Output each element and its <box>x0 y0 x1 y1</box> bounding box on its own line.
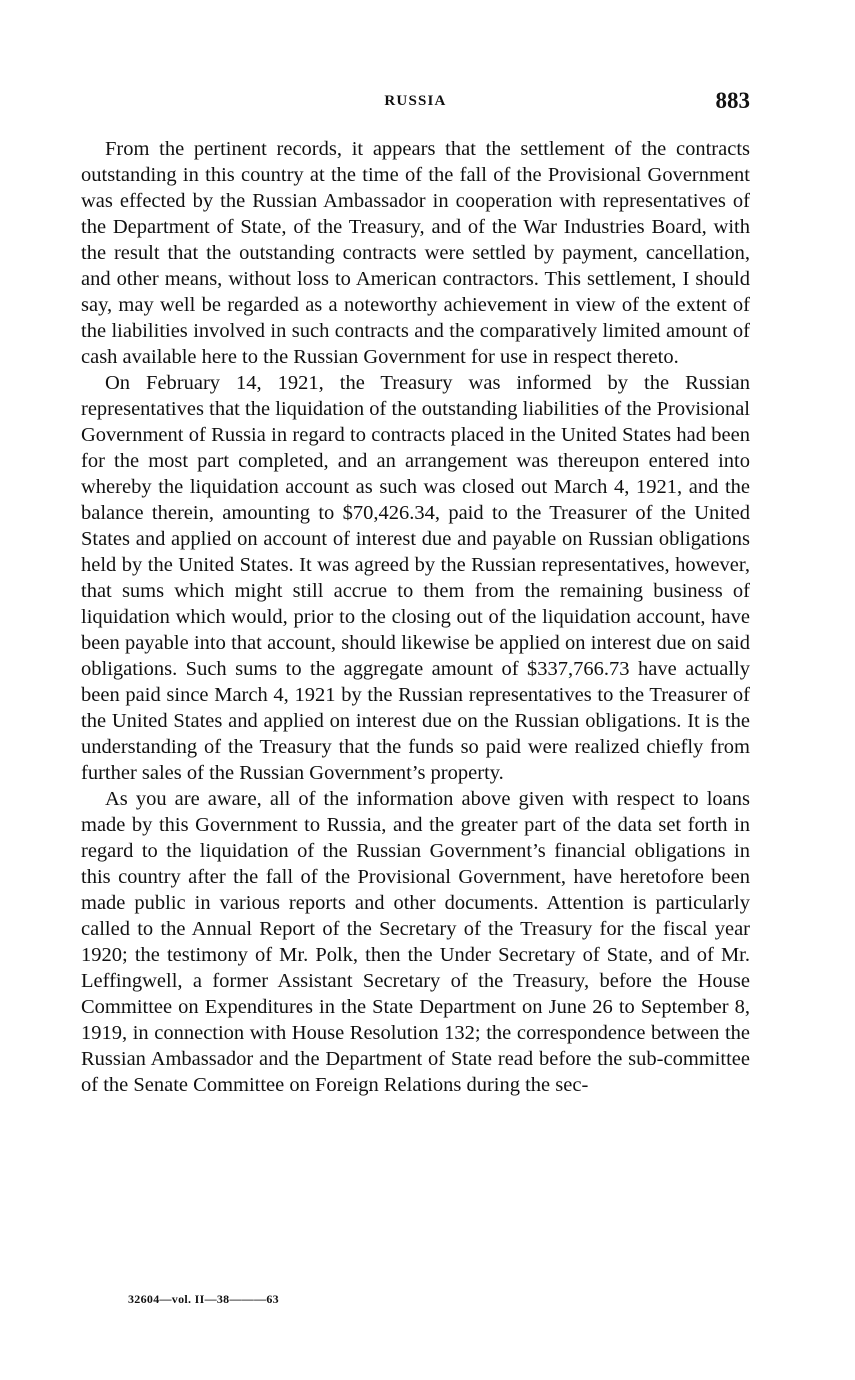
paragraph: From the pertinent records, it appears that the settlement of the contracts outstanding in this country at the time of the fall of the Provisional Government was effected by the Russian Ambassador in cooperation with representatives of the Department of State, of the Treasury, and of the War Industries Board, with the result that the outstanding contracts were settled by payment, cancellation, and other means, without loss to American contractors. This settlement, I should say, may well be regarded as a noteworthy achievement in view of the extent of the liabilities involved in such contracts and the comparatively limited amount of cash available here to the Russian Government for use in respect thereto. <box>81 138 750 368</box>
page-number: 883 <box>715 88 750 113</box>
running-head <box>81 88 750 118</box>
printer-signature: 32604—vol. II—38———63 <box>128 1292 279 1306</box>
running-title: RUSSIA <box>384 93 447 109</box>
body-text <box>81 136 750 1098</box>
paragraph: On February 14, 1921, the Treasury was informed by the Russian representatives that the liquidation of the outstanding liabilities of the Provisional Government of Russia in regard to contracts placed in the United States had been for the most part completed, and an arrangement was thereupon entered into whereby the liquidation account as such was closed out March 4, 1921, and the balance therein, amounting to $70,426.34, paid to the Treasurer of the United States and applied on account of interest due and payable on Russian obligations held by the United States. It was agreed by the Russian representatives, however, that sums which might still accrue to them from the remaining business of liquidation which would, prior to the closing out of the liquidation account, have been payable into that account, should likewise be applied on interest due on said obligations. Such sums to the aggregate amount of $337,766.73 have actually been paid since March 4, 1921 by the Russian representatives to the Treasurer of the United States and applied on interest due on the Russian obligations. It is the understanding of the Treasury that the funds so paid were realized chiefly from further sales of the Russian Government’s property. <box>81 372 750 784</box>
paragraph: As you are aware, all of the information above given with respect to loans made by this Government to Russia, and the greater part of the data set forth in regard to the liquidation of the Russian Government’s financial obligations in this country after the fall of the Provisional Government, have heretofore been made public in various reports and other documents. Attention is particularly called to the Annual Report of the Secretary of the Treasury for the fiscal year 1920; the testimony of Mr. Polk, then the Under Secretary of State, and of Mr. Leffingwell, a former Assistant Secretary of the Treasury, before the House Committee on Expenditures in the State Department on June 26 to September 8, 1919, in connection with House Resolution 132; the correspondence between the Russian Ambassador and the Department of State read before the sub-committee of the Senate Committee on Foreign Relations during the sec- <box>81 788 750 1096</box>
